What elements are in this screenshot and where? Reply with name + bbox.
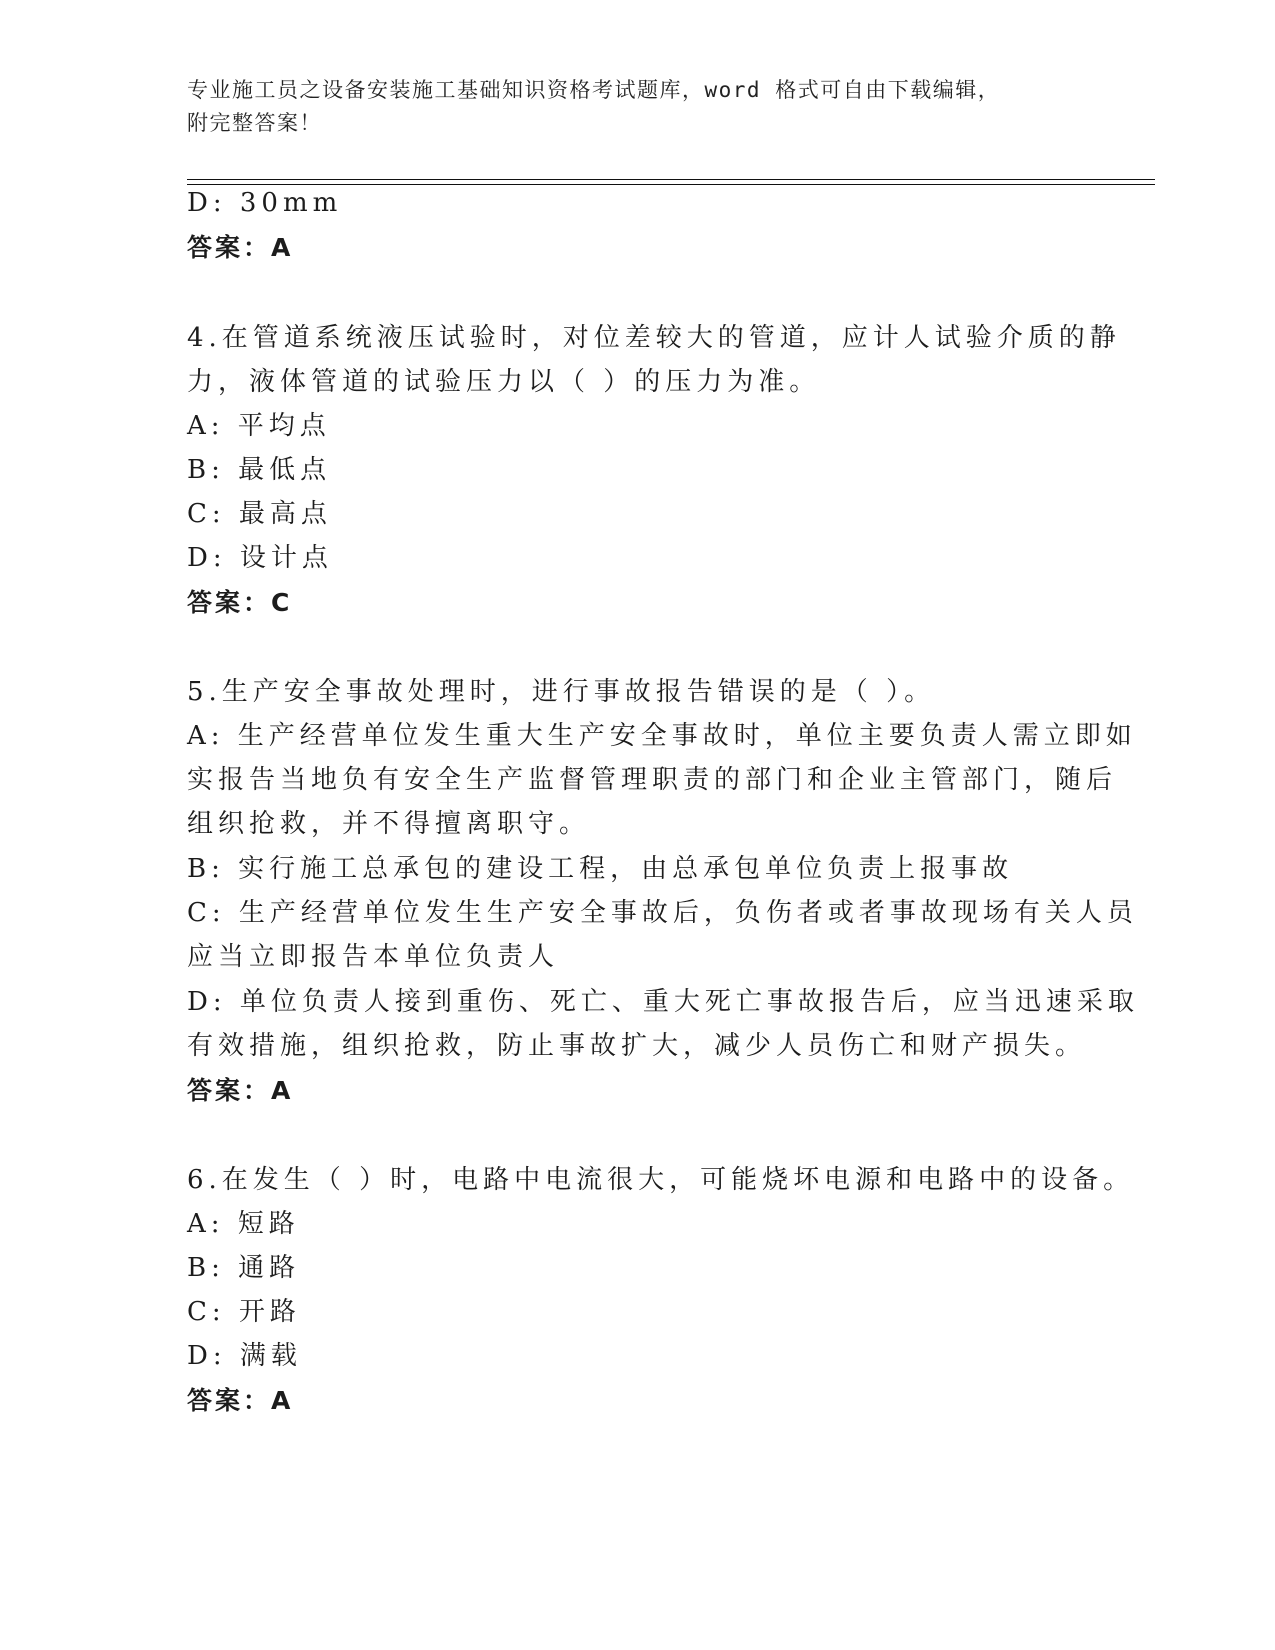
q5-stem: 5.生产安全事故处理时，进行事故报告错误的是（ ）。 [187, 677, 936, 707]
header-line-2: 附完整答案！ [187, 111, 322, 135]
header-divider-bottom [187, 184, 1155, 185]
q6-option-d: D: 满载 [187, 1341, 302, 1371]
q5-option-a-line-3: 组织抢救，并不得擅离职守。 [187, 809, 591, 839]
q5-option-c-line-1: C: 生产经营单位发生生产安全事故后，负伤者或者事故现场有关人员 [187, 898, 1138, 928]
q4-stem-line-1: 4.在管道系统液压试验时，对位差较大的管道，应计人试验介质的静 [187, 323, 1121, 353]
q6-stem: 6.在发生（ ）时，电路中电流很大，可能烧坏电源和电路中的设备。 [187, 1165, 1135, 1195]
page-header [187, 74, 1087, 140]
q5-option-d-line-2: 有效措施，组织抢救，防止事故扩大，减少人员伤亡和财产损失。 [187, 1031, 1087, 1061]
header-divider-top [187, 179, 1155, 180]
q5-option-a-line-2: 实报告当地负有安全生产监督管理职责的部门和企业主管部门，随后 [187, 765, 1118, 795]
q4-stem-line-2: 力，液体管道的试验压力以（ ）的压力为准。 [187, 367, 821, 397]
q5-option-c-line-2: 应当立即报告本单位负责人 [187, 942, 560, 972]
q4-answer: 答案：C [187, 588, 293, 617]
q3-answer: 答案：A [187, 233, 294, 262]
q3-option-d: D: 30mm [187, 188, 343, 218]
q5-option-d-line-1: D: 单位负责人接到重伤、死亡、重大死亡事故报告后，应当迅速采取 [187, 987, 1139, 1017]
q4-option-c: C: 最高点 [187, 499, 332, 529]
q4-option-d: D: 设计点 [187, 543, 333, 573]
q6-answer: 答案：A [187, 1386, 294, 1415]
q6-option-a: A: 短路 [187, 1209, 300, 1239]
q5-option-b: B: 实行施工总承包的建设工程，由总承包单位负责上报事故 [187, 854, 1014, 884]
q4-option-b: B: 最低点 [187, 455, 332, 485]
q4-option-a: A: 平均点 [187, 411, 331, 441]
q6-option-b: B: 通路 [187, 1253, 301, 1283]
q5-answer: 答案：A [187, 1076, 294, 1105]
header-line-1: 专业施工员之设备安装施工基础知识资格考试题库，word 格式可自由下载编辑， [187, 78, 1001, 102]
q6-option-c: C: 开路 [187, 1297, 301, 1327]
q5-option-a-line-1: A: 生产经营单位发生重大生产安全事故时，单位主要负责人需立即如 [187, 721, 1137, 751]
